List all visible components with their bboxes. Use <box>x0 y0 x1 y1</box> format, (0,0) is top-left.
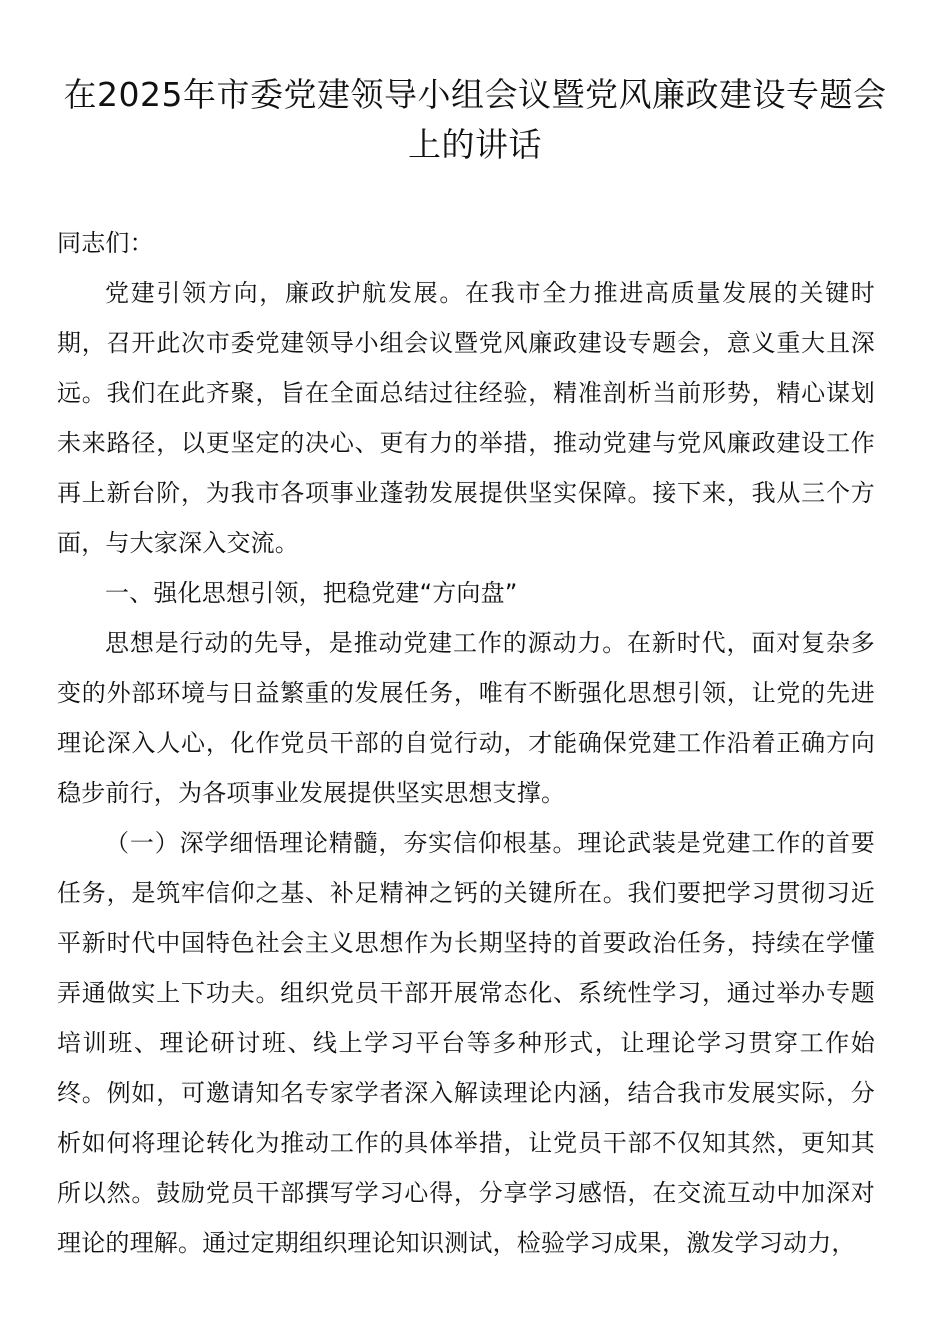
document-title: 在2025年市委党建领导小组会议暨党风廉政建设专题会上的讲话 <box>63 75 887 164</box>
section-1-paragraph: 思想是行动的先导，是推动党建工作的源动力。在新时代，面对复杂多变的外部环境与日益繁重的发展任务，唯有不断强化思想引领，让党的先进理论深入人心，化作党员干部的自觉行动，才能确保党建工作沿着正确方向稳步前行，为各项事业发展提供坚实思想支撑。 <box>57 629 875 807</box>
document-body <box>57 218 875 1268</box>
section-heading-1: 一、强化思想引领，把稳党建“方向盘” <box>105 579 518 607</box>
intro-paragraph: 党建引领方向，廉政护航发展。在我市全力推进高质量发展的关键时期，召开此次市委党建领导小组会议暨党风廉政建设专题会，意义重大且深远。我们在此齐聚，旨在全面总结过往经验，精准剖析当前形势，精心谋划未来路径，以更坚定的决心、更有力的举措，推动党建与党风廉政建设工作再上新台阶，为我市各项事业蓬勃发展提供坚实保障。接下来，我从三个方面，与大家深入交流。 <box>57 279 875 557</box>
subsection-1-paragraph: （一）深学细悟理论精髓，夯实信仰根基。理论武装是党建工作的首要任务，是筑牢信仰之基、补足精神之钙的关键所在。我们要把学习贯彻习近平新时代中国特色社会主义思想作为长期坚持的首要政治任务，持续在学懂弄通做实上下功夫。组织党员干部开展常态化、系统性学习，通过举办专题培训班、理论研讨班、线上学习平台等多种形式，让理论学习贯穿工作始终。例如，可邀请知名专家学者深入解读理论内涵，结合我市发展实际，分析如何将理论转化为推动工作的具体举措，让党员干部不仅知其然，更知其所以然。鼓励党员干部撰写学习心得，分享学习感悟，在交流互动中加深对理论的理解。通过定期组织理论知识测试，检验学习成果，激发学习动力， <box>57 829 875 1257</box>
salutation: 同志们： <box>57 229 154 257</box>
